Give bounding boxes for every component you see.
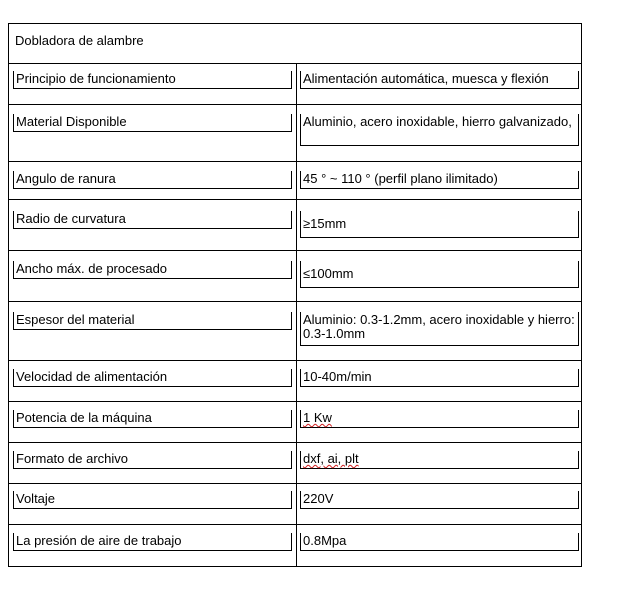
row-value-radio: ≥15mm bbox=[300, 211, 579, 238]
row-divider bbox=[9, 250, 581, 251]
row-value-presion: 0.8Mpa bbox=[300, 533, 579, 551]
row-divider bbox=[9, 401, 581, 402]
row-divider bbox=[9, 442, 581, 443]
row-divider bbox=[9, 161, 581, 162]
row-value-potencia-text: 1 Kw bbox=[303, 410, 332, 425]
row-divider bbox=[9, 104, 581, 105]
row-value-velocidad: 10-40m/min bbox=[300, 369, 579, 387]
row-value-ancho: ≤100mm bbox=[300, 261, 579, 288]
row-divider bbox=[9, 524, 581, 525]
row-value-formato bbox=[300, 451, 579, 469]
row-value-material: Aluminio, acero inoxidable, hierro galvanizado, bbox=[300, 114, 579, 146]
row-label-voltaje: Voltaje bbox=[13, 491, 292, 509]
row-value-potencia bbox=[300, 410, 579, 428]
row-divider bbox=[9, 360, 581, 361]
row-value-formato-text: dxf, ai, plt bbox=[303, 451, 359, 466]
row-label-principio: Principio de funcionamiento bbox=[13, 71, 292, 89]
row-label-presion: La presión de aire de trabajo bbox=[13, 533, 292, 551]
row-value-principio: Alimentación automática, muesca y flexión bbox=[300, 71, 579, 89]
row-label-material: Material Disponible bbox=[13, 114, 292, 132]
row-value-espesor: Aluminio: 0.3-1.2mm, acero inoxidable y hierro: 0.3-1.0mm bbox=[300, 312, 579, 346]
table-title-row bbox=[9, 24, 581, 64]
row-label-velocidad: Velocidad de alimentación bbox=[13, 369, 292, 387]
row-label-potencia: Potencia de la máquina bbox=[13, 410, 292, 428]
row-divider bbox=[9, 301, 581, 302]
row-divider bbox=[9, 483, 581, 484]
row-label-radio: Radio de curvatura bbox=[13, 211, 292, 229]
row-label-espesor: Espesor del material bbox=[13, 312, 292, 330]
row-divider bbox=[9, 199, 581, 200]
row-value-angulo: 45 ° ~ 110 ° (perfil plano ilimitado) bbox=[300, 171, 579, 189]
row-value-voltaje: 220V bbox=[300, 491, 579, 509]
table-title: Dobladora de alambre bbox=[15, 33, 144, 48]
spec-table bbox=[8, 23, 582, 567]
column-divider bbox=[296, 64, 297, 567]
row-label-angulo: Angulo de ranura bbox=[13, 171, 292, 189]
row-label-ancho: Ancho máx. de procesado bbox=[13, 261, 292, 279]
row-label-formato: Formato de archivo bbox=[13, 451, 292, 469]
